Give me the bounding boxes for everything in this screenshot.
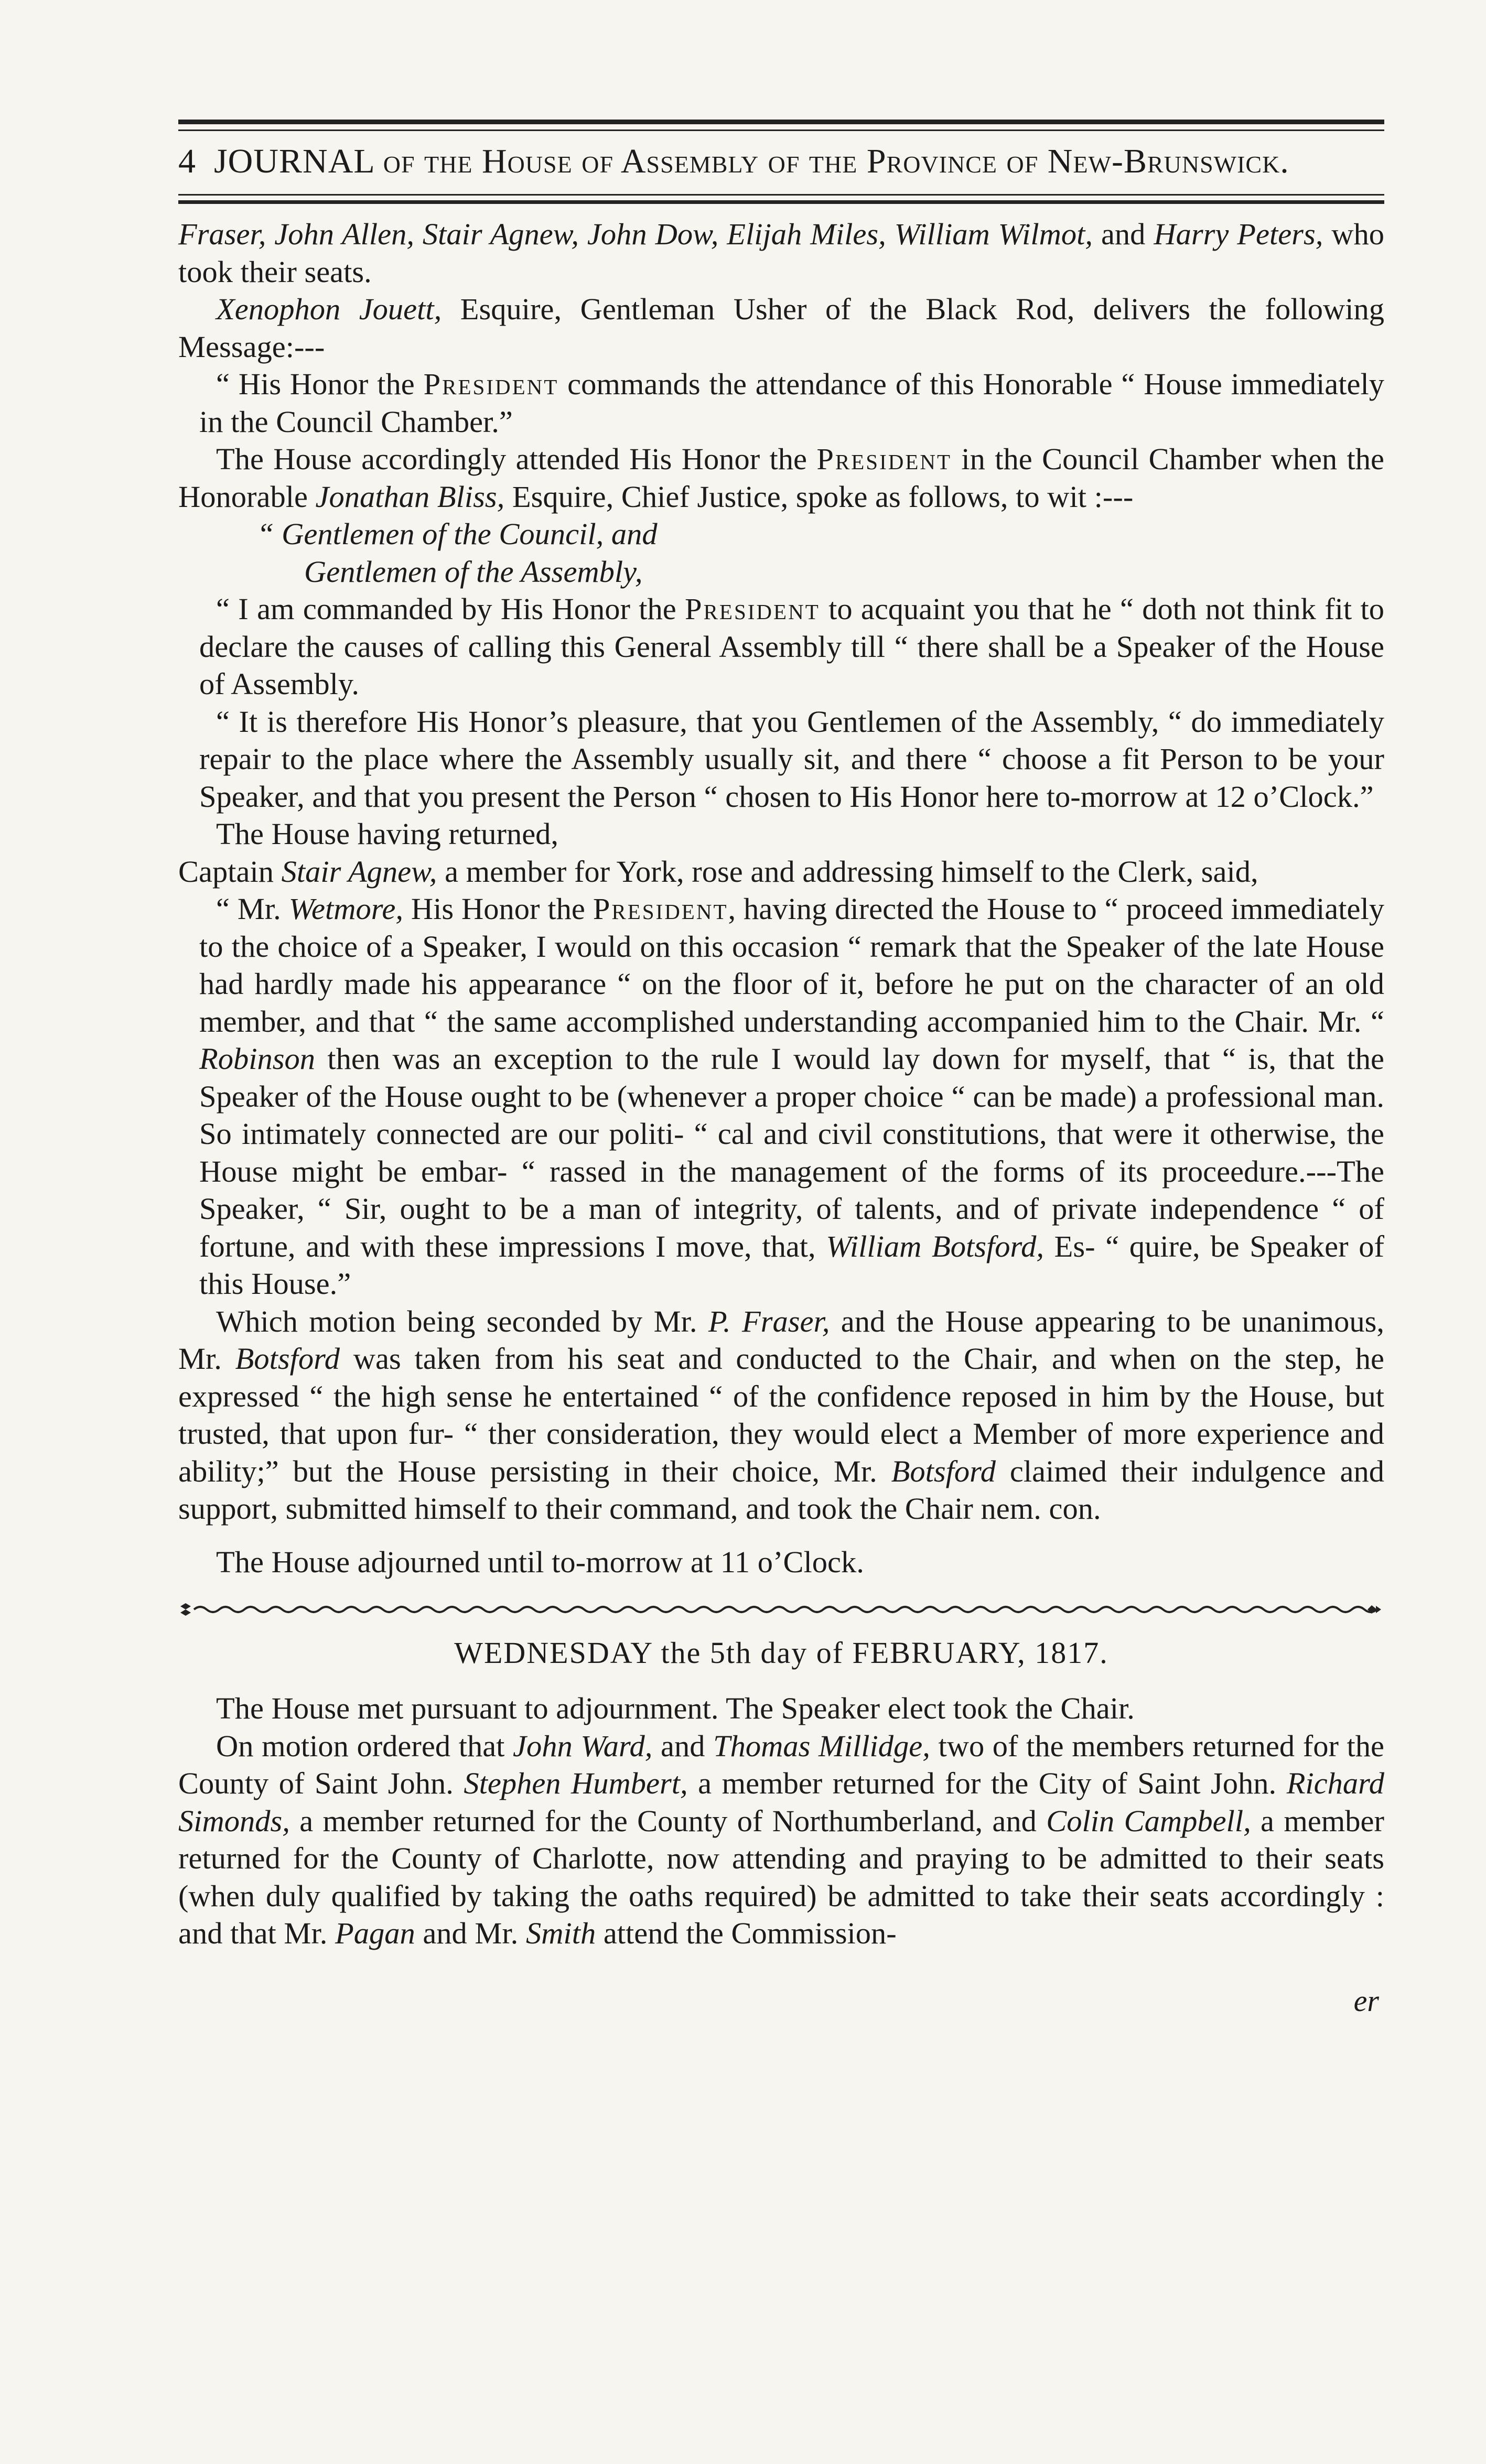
text-run: P. Fraser,: [708, 1304, 830, 1338]
page-title: JOURNAL of the House of Assembly of the Province of New-Brunswick.: [214, 142, 1289, 180]
text-run: and: [652, 1728, 714, 1763]
text-run: two of the members returned for the County of Saint John.: [178, 1728, 1385, 1800]
journal-body: [178, 215, 1384, 2019]
text-run: Jonathan Bliss,: [315, 479, 505, 514]
text-run: , having directed the House to “ proceed immediately to the choice of a Speaker, I would on this occasion “ remark that the Speaker of the late House had hardly made his appearance “ on the floor of it, before he put on the character of an old member, and that “ the same accomplished understanding accompanied him to the Chair. Mr. “: [199, 892, 1384, 1039]
text-run: Robinson: [199, 1042, 316, 1076]
paragraph-black-rod: [178, 290, 1384, 365]
text-run: President: [816, 442, 952, 476]
text-run: Stephen Humbert,: [464, 1766, 688, 1800]
text-run: and Mr.: [415, 1916, 526, 1950]
text-run: Captain: [178, 854, 282, 889]
text-run: Xenophon Jouett,: [216, 292, 442, 326]
text-run: President: [593, 892, 728, 926]
text-run: and: [1093, 217, 1154, 251]
text-run: a member returned for the County of Charlotte, now attending and praying to be admitted to their seats (when duly qualified by taking the oaths required) be admitted to take their seats accordingly : and that Mr.: [178, 1803, 1385, 1950]
text-run: “ Mr.: [216, 892, 289, 926]
text-run: The House accordingly attended His Honor the: [216, 442, 817, 476]
text-run: On motion ordered that: [216, 1728, 513, 1763]
text-run: Harry Peters,: [1154, 217, 1323, 251]
text-run: a member returned for the County of Northumberland, and: [289, 1803, 1047, 1838]
paragraph-met: The House met pursuant to adjournment. The Speaker elect took the Chair.: [216, 1691, 1135, 1725]
paragraph-motion: [178, 1303, 1384, 1528]
running-head: [178, 131, 1384, 194]
paragraph-adjourned: The House adjourned until to-morrow at 11 o’Clock.: [216, 1544, 864, 1579]
text-run: Fraser, John Allen, Stair Agnew, John Dow, Elijah Miles, William Wilmot,: [178, 217, 1093, 251]
text-run: Pagan: [335, 1916, 415, 1950]
text-run: a member returned for the City of Saint John.: [687, 1766, 1287, 1800]
text-run: John Ward,: [513, 1728, 653, 1763]
salutation-council: “ Gentlemen of the Council, and: [257, 517, 658, 551]
text-run: Esquire, Gentleman Usher of the Black Rod, delivers the following Message:---: [178, 292, 1384, 364]
section-divider: [178, 1601, 1384, 1618]
text-run: Colin Campbell,: [1046, 1803, 1251, 1838]
text-run: a member for York, rose and addressing himself to the Clerk, said,: [437, 854, 1258, 889]
text-run: who took their seats.: [178, 217, 1385, 289]
text-run: “ I am commanded by His Honor the: [216, 592, 685, 626]
text-run: then was an exception to the rule I would lay down for myself, that “ is, that the Speaker of the House ought to be (whenever a proper choice “ can be made) a professional man. So intimately connected are our politi- “ cal and civil constitutions, that were it otherwise, the House might be embar- “ rassed in the management of the forms of its proceedure.---The Speaker, “ Sir, ought to be a man of integrity, of talents, and of private independence “ of fortune, and with these impressions I move, that,: [199, 1042, 1384, 1263]
text-run: to acquaint you that he “ doth not think fit to declare the causes of calling this General Assembly till “ there shall be a Speaker of the House of Assembly.: [199, 592, 1385, 701]
day-heading: WEDNESDAY the 5th day of FEBRUARY, 1817.: [454, 1636, 1108, 1670]
text-run: claimed their indulgence and support, submitted himself to their command, and took the Chair nem. con.: [178, 1454, 1384, 1526]
text-run: Thomas Millidge,: [713, 1728, 930, 1763]
paragraph-members: [178, 215, 1384, 290]
text-run: in the Council Chamber when the Honorable: [178, 442, 1384, 514]
paragraph-message: [178, 365, 1384, 440]
page-number: 4: [178, 142, 196, 180]
text-run: President: [685, 592, 820, 626]
header-rule-thick: [178, 120, 1384, 124]
catchword: er: [1353, 1983, 1379, 2018]
text-run: Botsford: [891, 1454, 996, 1488]
text-run: Smith: [525, 1916, 596, 1950]
text-run: Stair Agnew,: [281, 854, 437, 889]
text-run: “ His Honor the: [216, 367, 424, 401]
paragraph-admitted: [178, 1727, 1384, 1952]
text-run: Esquire, Chief Justice, spoke as follows, to wit :---: [504, 479, 1134, 514]
header-rule-thick-lower: [178, 200, 1384, 204]
paragraph-council-chamber: [178, 440, 1384, 515]
text-run: William Botsford,: [826, 1229, 1044, 1263]
text-run: attend the Commission-: [596, 1916, 897, 1950]
header-rule-thin-lower: [178, 194, 1384, 196]
text-run: Richard Simonds,: [178, 1766, 1384, 1838]
salutation-assembly: Gentlemen of the Assembly,: [304, 554, 643, 589]
text-run: Botsford: [235, 1342, 340, 1376]
journal-page: [178, 120, 1384, 2050]
text-run: President: [423, 367, 559, 401]
paragraph-agnew: [178, 853, 1384, 891]
text-run: Wetmore,: [288, 892, 403, 926]
paragraph-commanded: [178, 590, 1384, 703]
paragraph-speech: [178, 890, 1384, 1303]
text-run: Es- “ quire, be Speaker of this House.”: [199, 1229, 1384, 1301]
text-run: His Honor the: [403, 892, 593, 926]
text-run: was taken from his seat and conducted to the Chair, and when on the step, he expressed “ the high sense he entertained “ of the confidence reposed in him by the House, but trusted, that upon fur- “ ther consideration, they would elect a Member of more experience and ability;” but the House persisting in their choice, Mr.: [178, 1342, 1384, 1488]
text-run: Which motion being seconded by Mr.: [216, 1304, 708, 1338]
paragraph-returned: The House having returned,: [216, 817, 559, 851]
text-run: commands the attendance of this Honorable “ House immediately in the Council Chamber.”: [199, 367, 1384, 439]
paragraph-pleasure: “ It is therefore His Honor’s pleasure, that you Gentlemen of the Assembly, “ do immediately repair to the place where the Assembly usually sit, and there “ choose a fit Person to be your Speaker, and that you present the Person “ chosen to His Honor here to-morrow at 12 o’Clock.”: [199, 704, 1384, 814]
text-run: and the House appearing to be unanimous, Mr.: [178, 1304, 1384, 1376]
